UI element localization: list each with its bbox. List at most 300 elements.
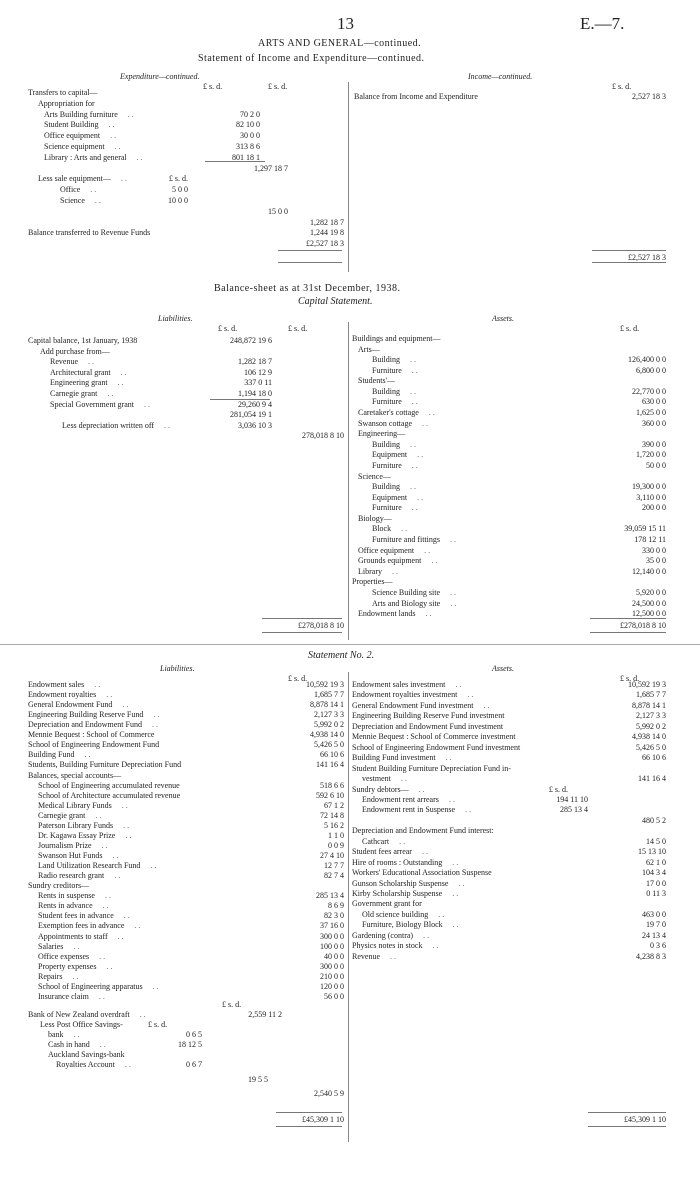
cap-rule-3 [262, 632, 342, 633]
capital-asset-row [352, 387, 666, 397]
pos-heading-row: Less Post Office Savings- [40, 1020, 123, 1029]
statement-title: Statement of Income and Expenditure—continued. [198, 53, 425, 64]
row-value: 37 16 0 [320, 921, 344, 931]
leader-dots: . . [123, 911, 130, 921]
s2-rule-2 [276, 1126, 342, 1127]
leader-dots: . . [392, 566, 398, 576]
row-value: 300 0 0 [320, 961, 344, 971]
leader-dots: . . [123, 820, 130, 830]
ie-expenditure-row [28, 239, 344, 249]
s2-asset-row [352, 785, 666, 795]
s2-liability-row [28, 730, 344, 740]
row-value: 5,992 0 2 [636, 721, 666, 731]
row-label: Endowment sales [28, 680, 85, 689]
row-value: 15 13 10 [638, 847, 666, 857]
capital-liabilities-heading: Liabilities. [158, 314, 193, 323]
row-label: Library [358, 566, 382, 576]
leader-dots: . . [417, 450, 424, 460]
row-value: 19 7 0 [646, 920, 666, 930]
row-value: 390 0 0 [642, 439, 666, 449]
row-label: Student fees arrear [352, 847, 412, 857]
row-label: Cathcart [362, 836, 390, 846]
s2-asset-row [352, 774, 666, 784]
ie-expenditure-row [28, 218, 344, 228]
s2-liability-row [28, 841, 344, 851]
row-value: 10,592 19 3 [306, 680, 344, 689]
s2-liability-row [28, 831, 344, 841]
leader-dots: . . [483, 700, 490, 710]
leader-dots: . . [151, 720, 158, 730]
leader-dots: . . [127, 109, 134, 119]
s2-asset-row [352, 858, 666, 868]
row-label: Student fees in advance [38, 911, 114, 921]
row-label: Exemption fees in advance [38, 921, 125, 931]
row-value: 2,527 18 3 [632, 92, 666, 101]
leader-dots: . . [143, 399, 150, 409]
row-value: 4,238 8 3 [636, 951, 666, 961]
row-value: 8,878 14 1 [310, 700, 344, 710]
capital-asset-row [352, 577, 666, 587]
leader-dots: . . [450, 535, 456, 545]
s2-liability-row [28, 760, 344, 770]
leader-dots: . . [117, 378, 124, 388]
capital-liability-row [28, 347, 344, 357]
asb-row: Auckland Savings-bank [48, 1050, 125, 1059]
row-value: 210 0 0 [320, 971, 344, 981]
row-label: Sundry debtors— [352, 784, 409, 794]
s2-liability-row [28, 952, 344, 962]
row-label: Building [372, 355, 401, 365]
row-value: 24,500 0 0 [632, 598, 666, 608]
row-value: 0 0 9 [328, 840, 344, 850]
row-label: Mennie Bequest : School of Commerce [28, 730, 155, 740]
s2-liability-row [28, 680, 344, 690]
row-value: 1,244 19 8 [310, 228, 344, 238]
leader-dots: . . [106, 961, 113, 971]
row-value: 22,770 0 0 [632, 386, 666, 396]
row-value: 0 3 6 [650, 941, 666, 951]
leader-dots: . . [448, 794, 455, 804]
capital-asset-row [352, 461, 666, 471]
row-label: Dr. Kagawa Essay Prize [38, 830, 116, 840]
row-label: Transfers to capital— [28, 88, 98, 97]
ie-units-income: £ s. d. [612, 82, 632, 91]
row-value: 30 0 0 [240, 131, 260, 141]
ie-rule-1 [205, 161, 265, 162]
s2-liability-row [28, 821, 344, 831]
row-value: 3,036 10 3 [238, 420, 272, 430]
row-label: Appropriation for [38, 98, 95, 108]
s2-asset-row [352, 690, 666, 700]
row-label: Endowment royalties [28, 690, 97, 700]
row-label: Properties— [352, 577, 393, 587]
row-value: 10,592 19 3 [628, 680, 666, 689]
s2-liability-row [28, 710, 344, 720]
row-label: Building Fund [28, 750, 75, 760]
capital-asset-row [352, 334, 666, 344]
leader-dots: . . [134, 921, 141, 931]
row-value: 12 7 7 [324, 861, 344, 871]
row-label: School of Architecture accumulated revenue [38, 790, 181, 800]
row-label: Arts Building furniture [44, 109, 118, 119]
s2-rule-4 [588, 1126, 666, 1127]
row-label: Science Building site [372, 587, 440, 597]
leader-dots: . . [153, 710, 160, 720]
s2-assets-total: £45,309 1 10 [624, 1115, 666, 1124]
s2-asset-row [352, 795, 666, 805]
row-label: Add purchase from— [40, 346, 110, 356]
row-label: Caretaker's cottage [358, 408, 419, 418]
s2-liability-row [28, 911, 344, 921]
leader-dots: . . [401, 524, 408, 534]
row-value: 1,685 7 7 [314, 690, 344, 700]
s2-liability-row [28, 881, 344, 891]
s2-asset-row [352, 680, 666, 690]
leader-dots: . . [98, 991, 105, 1001]
leader-dots: . . [94, 196, 101, 205]
leader-dots: . . [122, 700, 129, 710]
s2-liability-row [28, 750, 344, 760]
capital-asset-row [352, 366, 666, 376]
s2-liability-row [28, 740, 344, 750]
row-label: Biology— [358, 513, 392, 523]
row-value: 278,018 8 10 [302, 431, 344, 441]
s2-liability-row [28, 992, 344, 1002]
row-value: £ s. d. [168, 174, 188, 184]
leader-dots: . . [452, 889, 459, 898]
row-value: 50 0 0 [646, 460, 666, 470]
row-label: Engineering Building Reserve Fund investment [352, 711, 505, 721]
row-value: 19,300 0 0 [632, 482, 666, 492]
row-value: 2,127 3 3 [636, 711, 666, 721]
capital-asset-row [352, 599, 666, 609]
s2-asset-row [352, 931, 666, 941]
row-value: 82 3 0 [324, 911, 344, 921]
row-label: Endowment sales investment [352, 680, 446, 689]
row-label: Appointments to staff [38, 931, 108, 941]
leader-dots: . . [124, 1060, 131, 1069]
capital-asset-row [352, 482, 666, 492]
s2-liability-row [28, 972, 344, 982]
s2-liabilities-heading: Liabilities. [160, 664, 195, 673]
leader-dots: . . [400, 774, 407, 784]
leader-dots: . . [117, 931, 124, 941]
leader-dots: . . [101, 840, 108, 850]
ie-units-b: £ s. d. [268, 82, 288, 91]
row-label: Office equipment [358, 545, 415, 555]
capital-asset-row [352, 503, 666, 513]
row-label: Depreciation and Endowment Fund interest: [352, 826, 494, 836]
s2-rule-3 [588, 1112, 666, 1113]
row-label: General Endowment Fund investment [352, 700, 474, 710]
capital-units-b: £ s. d. [288, 324, 308, 333]
capital-asset-row [352, 397, 666, 407]
s2-asset-row [352, 764, 666, 774]
row-label: School of Engineering Endowment Fund [28, 740, 160, 750]
row-value: 66 10 6 [320, 750, 344, 760]
leader-dots: . . [399, 836, 406, 846]
s2-units-liabilities: £ s. d. [288, 674, 308, 683]
row-value: 39,059 15 11 [624, 524, 666, 534]
row-value: 56 0 0 [324, 991, 344, 1001]
row-value: 1,194 18 0 [238, 389, 272, 398]
row-value: 285 13 4 [316, 891, 344, 901]
leader-dots: . . [418, 784, 425, 794]
row-label: Library : Arts and general [44, 152, 127, 162]
row-label: Engineering grant [50, 378, 108, 388]
s2-liability-row [28, 781, 344, 791]
capital-liability-row [28, 378, 344, 388]
capital-asset-row [352, 440, 666, 450]
leader-dots: . . [458, 878, 465, 888]
leader-dots: . . [107, 389, 114, 398]
ie-expenditure-row [28, 153, 344, 163]
row-label: Land Utilization Research Fund [38, 861, 141, 871]
capital-asset-row [352, 567, 666, 577]
leader-dots: . . [90, 185, 97, 195]
leader-dots: . . [411, 460, 418, 470]
row-label: Science— [358, 471, 391, 481]
leader-dots: . . [445, 753, 452, 763]
row-label: Engineering Building Reserve Fund [28, 710, 144, 720]
capital-asset-row [352, 450, 666, 460]
row-label: Building [372, 439, 401, 449]
row-label: General Endowment Fund [28, 700, 113, 710]
row-label: Furniture [372, 460, 402, 470]
row-value: 5,426 5 0 [636, 742, 666, 752]
row-value: 5 16 2 [324, 820, 344, 830]
capital-liability-row [28, 368, 344, 378]
s2-asset-row [352, 847, 666, 857]
s2-liability-row [28, 861, 344, 871]
row-label: Gardening (contra) [352, 930, 414, 940]
cap-rule-1 [210, 399, 270, 400]
ie-expenditure-row [28, 120, 344, 130]
row-label: Carnegie grant [50, 389, 98, 398]
cap-rule-4 [590, 618, 666, 619]
ie-expenditure-row [28, 174, 344, 184]
leader-dots: . . [114, 142, 121, 151]
leader-dots: . . [88, 357, 94, 367]
row-value: 70 2 0 [240, 109, 260, 119]
leader-dots: . . [428, 408, 435, 418]
row-value: 120 0 0 [320, 981, 344, 991]
capital-liability-row [28, 421, 344, 431]
s2-liability-row [28, 901, 344, 911]
row-label: Workers' Educational Association Suspense [352, 868, 492, 878]
s2-liability-row [28, 962, 344, 972]
row-label: Revenue [50, 357, 78, 367]
row-value: 360 0 0 [642, 418, 666, 428]
row-value: 29,260 9 4 [238, 399, 272, 409]
row-label: Architectural grant [50, 367, 111, 377]
row-label: Depreciation and Endowment Fund investment [352, 721, 504, 731]
leader-dots: . . [112, 851, 119, 861]
s2-liability-row [28, 700, 344, 710]
s2-asset-row [352, 879, 666, 889]
ie-rule-4 [592, 250, 666, 251]
row-label: Furniture [372, 397, 402, 407]
leader-dots: . . [114, 871, 121, 881]
capital-liability-row [28, 400, 344, 410]
row-label: Revenue [352, 951, 380, 961]
row-value: 801 18 1 [232, 152, 260, 162]
row-label: Student Building [44, 120, 99, 130]
s2-liability-row [28, 720, 344, 730]
row-label: vestment [362, 774, 391, 784]
ie-expenditure-row [28, 99, 344, 109]
capital-asset-row [352, 535, 666, 545]
leader-dots: . . [452, 857, 459, 867]
capital-assets-total: £278,018 8 10 [620, 621, 666, 630]
s2-liability-row [28, 891, 344, 901]
row-label: Endowment lands [358, 609, 416, 619]
leader-dots: . . [432, 941, 439, 951]
row-value: 35 0 0 [646, 556, 666, 566]
row-label: Furniture, Biology Block [362, 920, 443, 930]
row-value: 5 0 0 [172, 185, 188, 195]
leader-dots: . . [84, 750, 91, 760]
row-label: Endowment royalties investment [352, 690, 458, 700]
row-label: Physics notes in stock [352, 941, 423, 951]
cash-in-hand-row: Cash in hand 18 12 5 . . [48, 1040, 202, 1049]
leader-dots: . . [423, 930, 430, 940]
leader-dots: . . [410, 355, 417, 365]
capital-asset-row [352, 376, 666, 386]
row-value: 285 13 4 [560, 805, 588, 815]
row-value: 106 12 9 [244, 367, 272, 377]
leader-dots: . . [450, 587, 456, 597]
row-label: Building [372, 386, 401, 396]
capital-liability-row [28, 431, 344, 441]
row-label: Hire of rooms : Outstanding [352, 857, 443, 867]
ie-expenditure-row [28, 196, 344, 206]
row-value: 1,297 18 7 [254, 163, 288, 173]
row-label: Special Government grant [50, 399, 134, 409]
s2-asset-row [352, 732, 666, 742]
ie-expenditure-row [28, 142, 344, 152]
row-label: Journalism Prize [38, 840, 92, 850]
row-value: 82 10 0 [236, 120, 260, 130]
s2-asset-row [352, 805, 666, 815]
row-label: Grounds equipment [358, 556, 422, 566]
leader-dots: . . [110, 131, 117, 141]
capital-asset-row [352, 419, 666, 429]
row-value: 1,625 0 0 [636, 408, 666, 418]
row-label: Science equipment [44, 142, 105, 151]
capital-statement-title: Capital Statement. [298, 296, 373, 307]
ie-expenditure-row [28, 131, 344, 141]
row-label: Block [372, 524, 392, 534]
row-value: 592 6 10 [316, 790, 344, 800]
row-value: 141 16 4 [638, 774, 666, 784]
row-label: Student Building Furniture Depreciation Fund in- [352, 763, 511, 773]
row-label: Medical Library Funds [38, 800, 112, 810]
ie-rule-3 [278, 262, 342, 263]
s2-liabilities-total: £45,309 1 10 [302, 1115, 344, 1124]
row-value: 40 0 0 [324, 951, 344, 961]
row-label: Buildings and equipment— [352, 334, 441, 343]
row-value: 66 10 6 [642, 753, 666, 763]
row-label: Arts— [358, 344, 380, 354]
s2-liability-row [28, 771, 344, 781]
row-value: 5,992 0 2 [314, 720, 344, 730]
leader-dots: . . [125, 830, 132, 840]
leader-dots: . . [467, 690, 474, 700]
leader-dots: . . [410, 482, 417, 492]
row-value: 6,800 0 0 [636, 365, 666, 375]
ie-expenditure-row [28, 110, 344, 120]
row-label: Salaries [38, 941, 64, 951]
row-label: Furniture [372, 365, 402, 375]
row-value: 200 0 0 [642, 503, 666, 513]
row-value: 17 0 0 [646, 878, 666, 888]
row-label: Balance transferred to Revenue Funds [28, 228, 151, 238]
ie-rule-2 [278, 250, 342, 251]
s2-assets-heading: Assets. [492, 664, 514, 673]
s2-asset-row [352, 941, 666, 951]
cap-rule-2 [262, 618, 342, 619]
capital-asset-row [352, 556, 666, 566]
capital-units-a: £ s. d. [218, 324, 238, 333]
row-value: 12,140 0 0 [632, 566, 666, 576]
ie-expenditure-row [28, 88, 344, 98]
row-value: 12,500 0 0 [632, 609, 666, 619]
leader-dots: . . [450, 598, 457, 608]
leader-dots: . . [72, 971, 79, 981]
leader-dots: . . [121, 800, 128, 810]
s2-liability-row [28, 811, 344, 821]
row-value: £ s. d. [548, 784, 568, 794]
row-value: 630 0 0 [642, 397, 666, 407]
row-value: 194 11 10 [556, 794, 588, 804]
s2-liability-row [28, 942, 344, 952]
leader-dots: . . [410, 386, 417, 396]
pos-total-row: 19 5 5 [248, 1075, 268, 1084]
s2-asset-row [352, 722, 666, 732]
s2-asset-row [352, 826, 666, 836]
row-value: 0 11 3 [646, 889, 666, 898]
row-label: Government grant for [352, 899, 422, 909]
row-value: 1,282 18 7 [310, 217, 344, 227]
pos-bank-row: bank 0 6 5 . . [48, 1030, 202, 1039]
row-value: 330 0 0 [642, 545, 666, 555]
asb-royalties-row: Royalties Account 0 6 7 . . [56, 1060, 202, 1069]
row-value: 1,720 0 0 [636, 450, 666, 460]
s2-liability-row [28, 982, 344, 992]
leader-dots: . . [431, 556, 438, 566]
row-label: Endowment rent in Suspense [362, 805, 456, 815]
s2-liability-row [28, 932, 344, 942]
leader-dots: . . [465, 805, 472, 815]
row-label: Swanson Hut Funds [38, 851, 103, 861]
row-value: 67 1 2 [324, 800, 344, 810]
row-value: 14 5 0 [646, 836, 666, 846]
row-label: Property expenses [38, 961, 97, 971]
row-label: Less depreciation written off [62, 420, 155, 430]
capital-asset-row [352, 493, 666, 503]
page-number: 13 [337, 14, 354, 33]
cap-rule-5 [590, 632, 666, 633]
row-value: 1 1 0 [328, 830, 344, 840]
row-label: Balances, special accounts— [28, 770, 122, 780]
leader-dots: . . [139, 1010, 146, 1019]
leader-dots: . . [104, 891, 111, 901]
row-label: Carnegie grant [38, 810, 86, 820]
row-label: Rents in advance [38, 901, 93, 911]
leader-dots: . . [164, 420, 171, 430]
row-label: School of Engineering apparatus [38, 981, 143, 991]
